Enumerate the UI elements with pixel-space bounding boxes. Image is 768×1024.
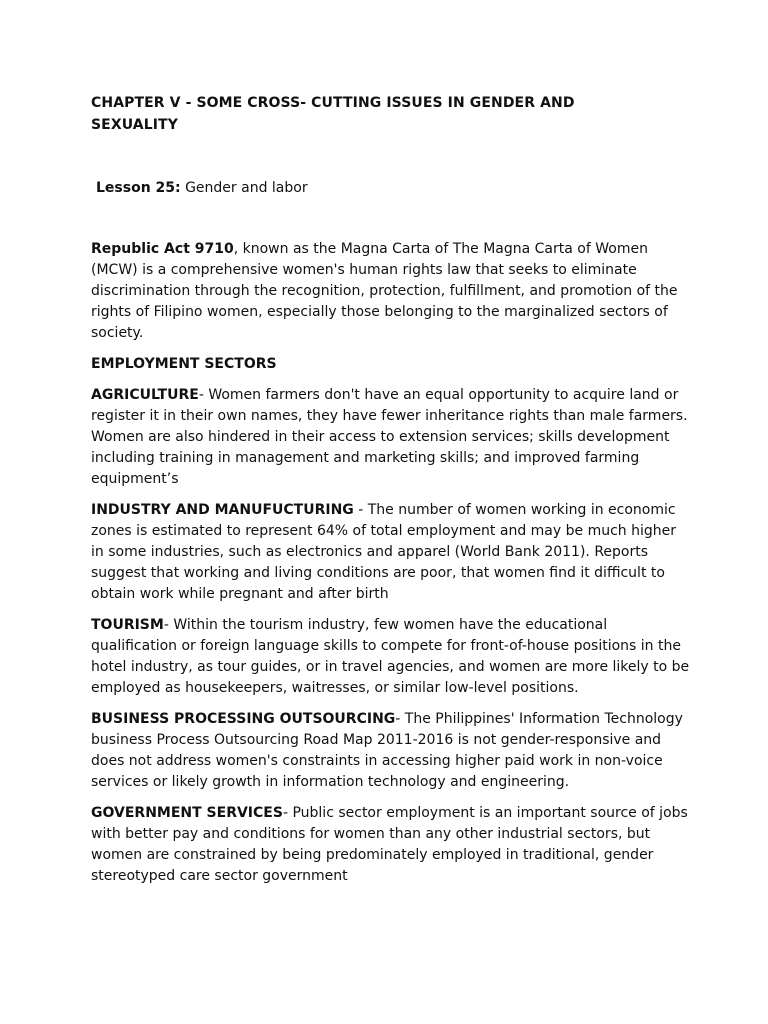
sector-text: - Women farmers don't have an equal opportunity to acquire land or register it in their own names, they have fewer inheritance rights than male farmers. Women are also hindered in their access to extension services; skills development including training in management and marketing skills; and improved farming equipment’s (91, 387, 688, 487)
sector-text: - Within the tourism industry, few women have the educational qualification or foreign language skills to compete for front-of-house positions in the hotel industry, as tour guides, or in travel agencies, and women are more likely to be employed as housekeepers, waitresses, or similar low-level positions. (91, 617, 690, 696)
lesson-label: Lesson 25: (96, 180, 181, 196)
chapter-title-line-1: CHAPTER V - SOME CROSS- CUTTING ISSUES IN GENDER AND (91, 95, 575, 111)
sector-agriculture (91, 385, 691, 490)
sector-government-services (91, 803, 691, 887)
lesson-title: Gender and labor (180, 180, 308, 196)
sector-industry-manufacturing (91, 500, 691, 605)
chapter-title (91, 92, 691, 136)
sector-text: - The Philippines' Information Technology business Process Outsourcing Road Map 2011-2016 is not gender-responsive and does not address women's constraints in accessing higher paid work in non-voice services or likely growth in information technology and engineering. (91, 711, 683, 790)
sector-label: AGRICULTURE (91, 387, 199, 403)
sector-label: INDUSTRY AND MANUFUCTURING (91, 502, 354, 518)
intro-law-name: Republic Act 9710 (91, 241, 234, 257)
lesson-heading (91, 177, 691, 199)
sector-tourism (91, 615, 691, 699)
sector-label: TOURISM (91, 617, 164, 633)
intro-text: , known as the Magna Carta of The Magna Carta of Women (MCW) is a comprehensive women's human rights law that seeks to eliminate discrimination through the recognition, protection, fulfillment, and promotion of the rights of Filipino women, especially those belonging to the marginalized sectors of society. (91, 241, 678, 341)
sector-business-processing-outsourcing (91, 709, 691, 793)
intro-paragraph (91, 239, 691, 344)
sector-label: GOVERNMENT SERVICES (91, 805, 283, 821)
sector-text: - The number of women working in economic zones is estimated to represent 64% of total employment and may be much higher in some industries, such as electronics and apparel (World Bank 2011). Reports suggest that working and living conditions are poor, that women find it difficult to obtain work while pregnant and after birth (91, 502, 676, 602)
sector-label: BUSINESS PROCESSING OUTSOURCING (91, 711, 396, 727)
employment-sectors-heading: EMPLOYMENT SECTORS (91, 356, 277, 372)
chapter-title-line-2: SEXUALITY (91, 117, 178, 133)
document-content (91, 92, 691, 887)
sector-text: - Public sector employment is an important source of jobs with better pay and conditions for women than any other industrial sectors, but women are constrained by being predominately employed in traditional, gender stereotyped care sector government (91, 805, 688, 884)
